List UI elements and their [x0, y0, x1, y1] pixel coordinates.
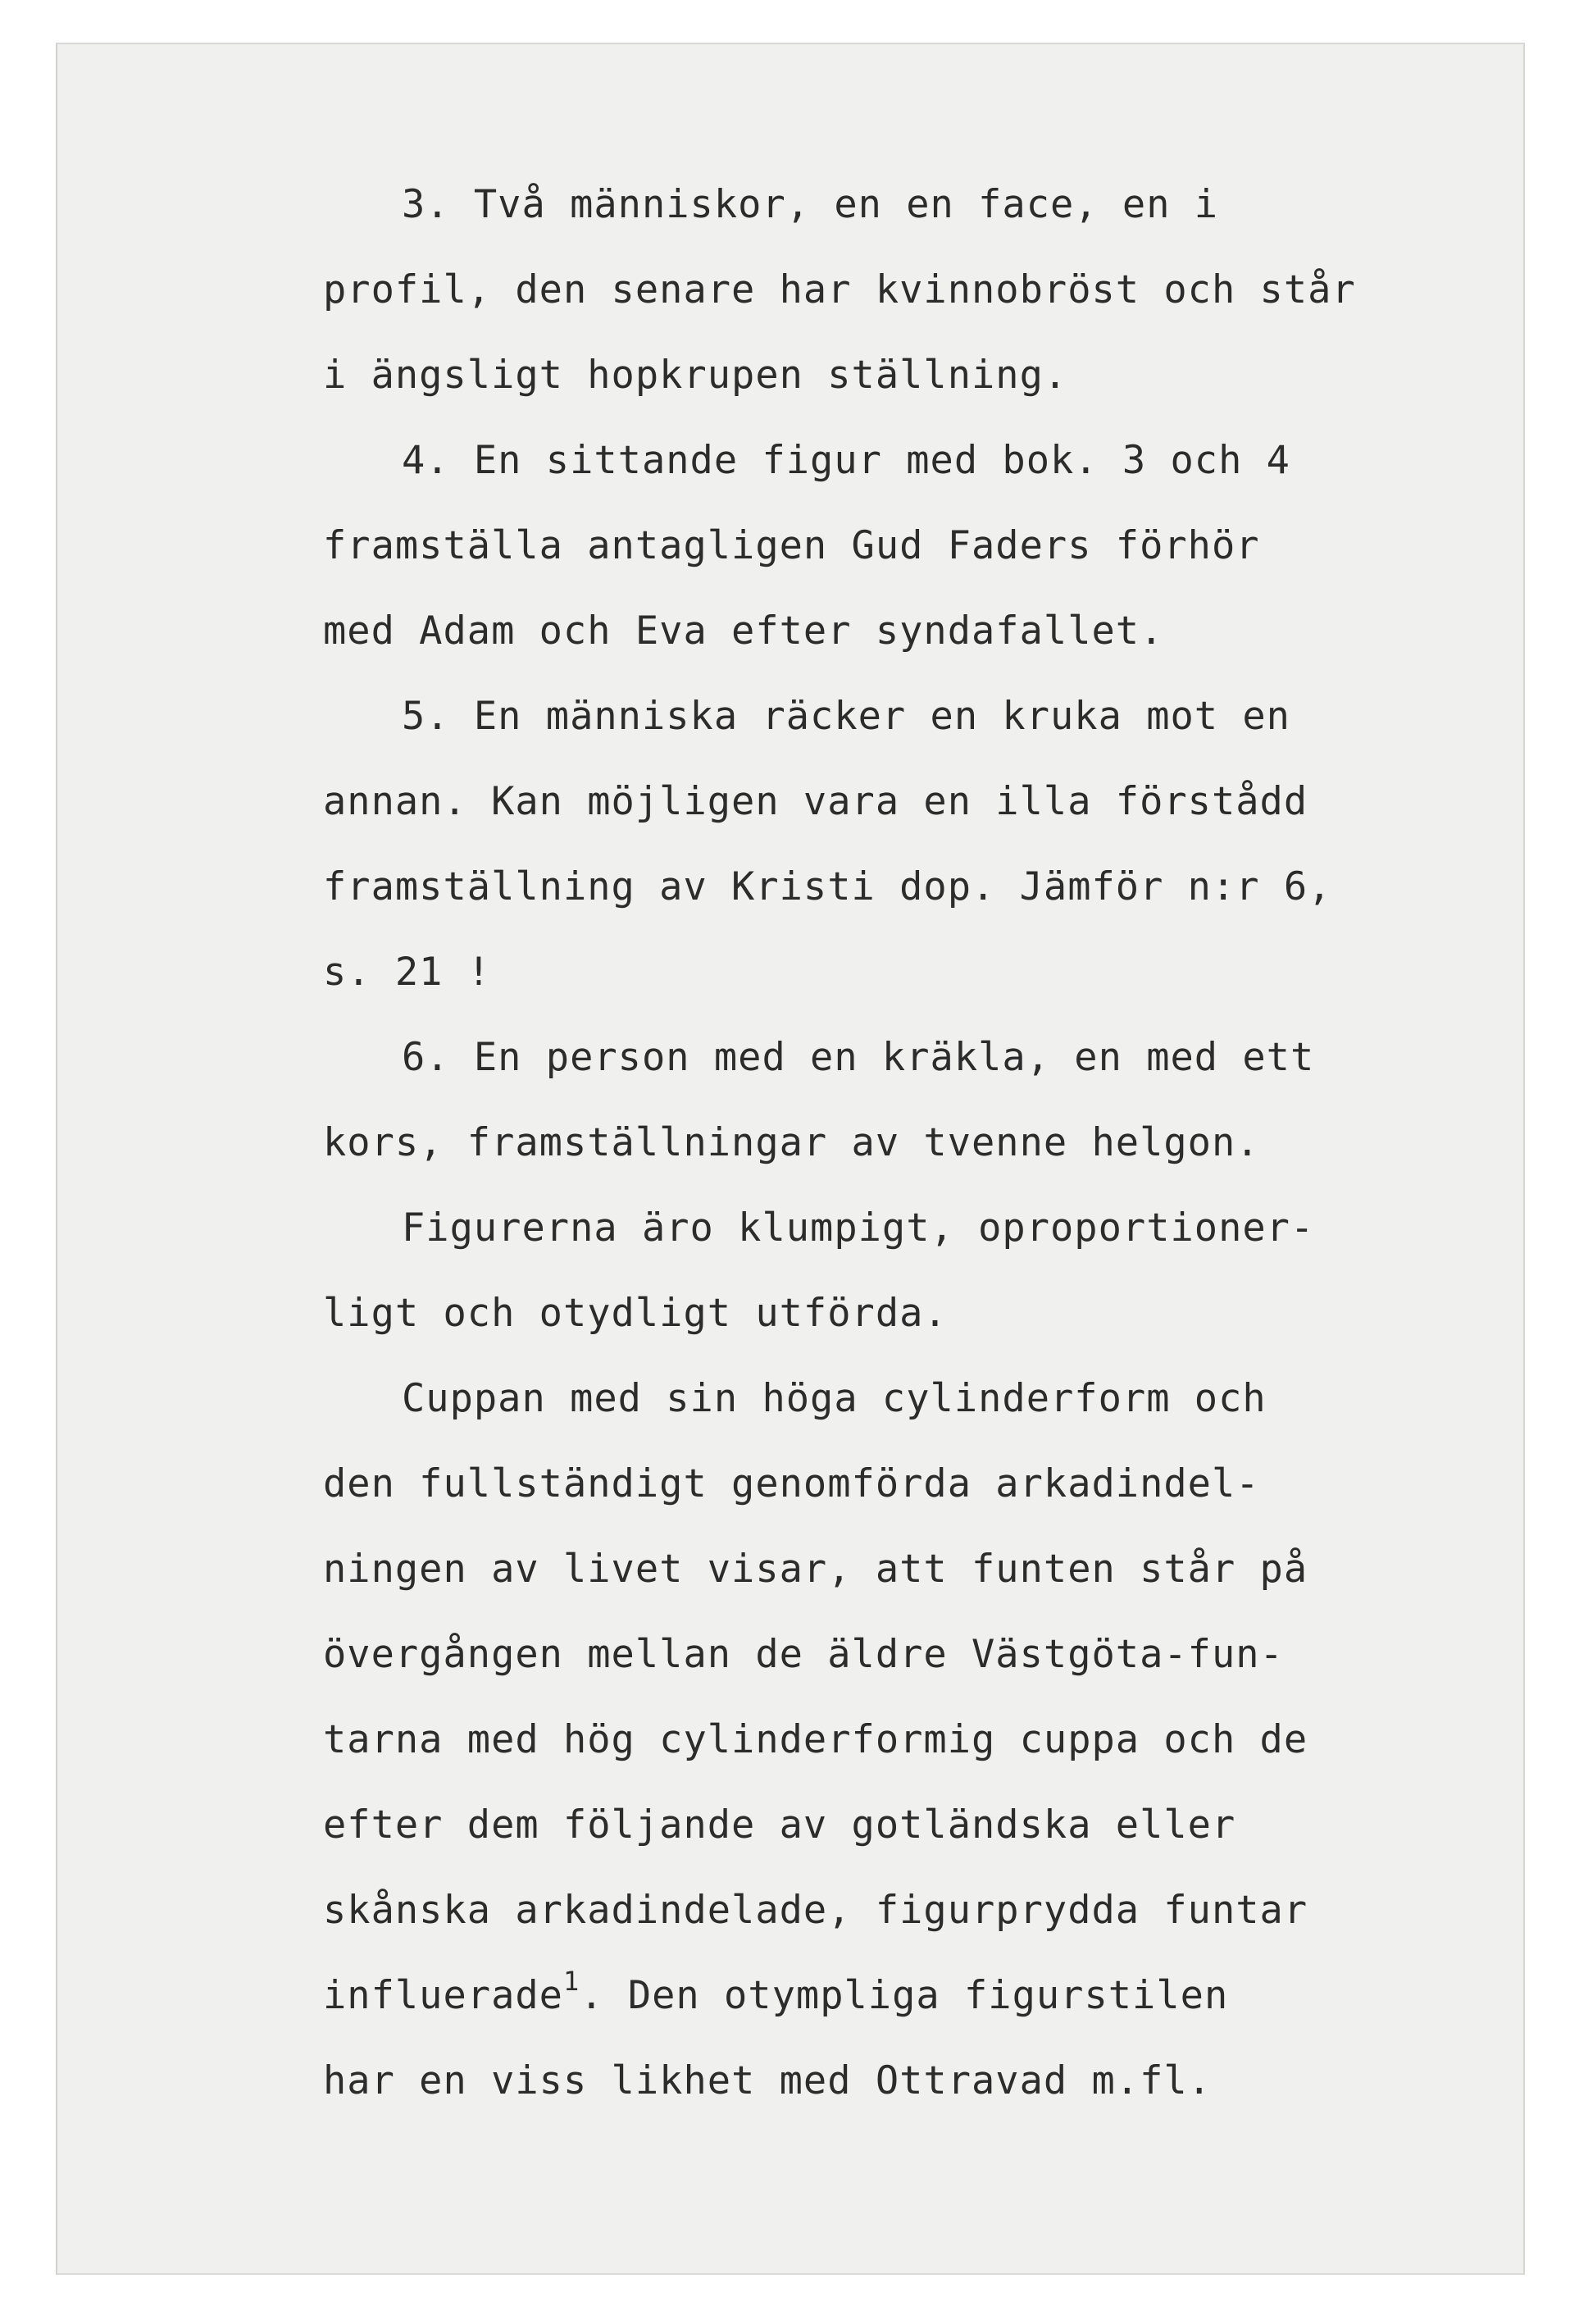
text-line: Figurerna äro klumpigt, oproportioner- [402, 1205, 1315, 1251]
text-segment: influerade [323, 1973, 563, 2018]
text-line-with-footnote [323, 1963, 1454, 2048]
text-line: övergången mellan de äldre Västgöta-fun- [323, 1632, 1284, 1677]
paragraph-cuppa [323, 1366, 1454, 2134]
text-line: profil, den senare har kvinnobröst och står [323, 267, 1356, 312]
text-line: den fullständigt genomförda arkadindel- [323, 1461, 1260, 1506]
text-line: 3. Två människor, en en face, en i [402, 182, 1219, 227]
text-line: framställa antagligen Gud Faders förhör [323, 523, 1260, 568]
paragraph-item-4 [323, 428, 1454, 684]
text-line: i ängsligt hopkrupen ställning. [323, 353, 1068, 398]
text-line: Cuppan med sin höga cylinderform och [402, 1376, 1267, 1421]
footnote-marker: 1 [562, 1966, 580, 1997]
text-line: tarna med hög cylinderformig cuppa och de [323, 1717, 1308, 1762]
text-segment: . Den otympliga figurstilen [580, 1973, 1229, 2018]
text-line: har en viss likhet med Ottravad m.fl. [323, 2058, 1212, 2103]
paragraph-item-5 [323, 684, 1454, 1025]
text-line: skånska arkadindelade, figurprydda funtar [323, 1888, 1308, 1933]
text-line: med Adam och Eva efter syndafallet. [323, 608, 1164, 654]
text-line: annan. Kan möjligen vara en illa förstådd [323, 779, 1308, 824]
text-line: ligt och otydligt utförda. [323, 1291, 948, 1336]
text-line: 4. En sittande figur med bok. 3 och 4 [402, 438, 1290, 483]
paragraph-item-6 [323, 1025, 1454, 1196]
text-line: efter dem följande av gotländska eller [323, 1802, 1236, 1848]
text-line: 5. En människa räcker en kruka mot en [402, 694, 1290, 739]
text-line: framställning av Kristi dop. Jämför n:r 6, [323, 864, 1332, 909]
text-line: ningen av livet visar, att funten står på [323, 1547, 1308, 1592]
text-line: kors, framställningar av tvenne helgon. [323, 1120, 1260, 1165]
text-line: s. 21 ! [323, 950, 492, 995]
typewritten-text [323, 172, 1454, 2134]
paragraph-item-3 [323, 172, 1454, 428]
text-line: 6. En person med en kräkla, en med ett [402, 1035, 1315, 1080]
paragraph-figures [323, 1196, 1454, 1366]
